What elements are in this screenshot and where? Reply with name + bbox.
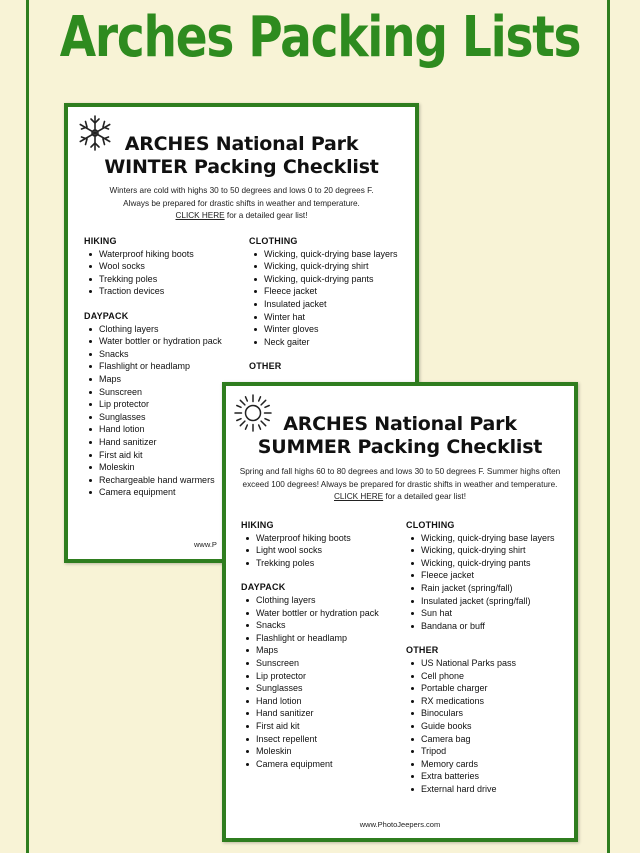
checklist-item: Hand sanitizer	[241, 707, 411, 720]
checklist-item: Wicking, quick-drying pants	[406, 557, 571, 570]
summer-card-title	[226, 413, 574, 459]
checklist-item: Neck gaiter	[249, 336, 409, 349]
summer-website: www.PhotoJeepers.com	[359, 820, 441, 829]
section-heading: DAYPACK	[241, 582, 286, 593]
summer-link-suffix: for a detailed gear list!	[383, 492, 466, 501]
checklist-item: Moleskin	[84, 461, 244, 474]
checklist-item: Extra batteries	[406, 770, 571, 783]
checklist-item: Camera bag	[406, 733, 571, 746]
checklist-item: Guide books	[406, 720, 571, 733]
checklist-item: Maps	[84, 373, 244, 386]
checklist	[84, 248, 244, 298]
checklist-item: Waterproof hiking boots	[241, 532, 411, 545]
checklist	[406, 532, 571, 633]
checklist-item: Wicking, quick-drying base layers	[406, 532, 571, 545]
checklist-item: Tripod	[406, 745, 571, 758]
section-heading: OTHER	[406, 645, 439, 656]
checklist-item: Water bottler or hydration pack	[241, 607, 411, 620]
winter-link-suffix: for a detailed gear list!	[224, 211, 308, 220]
summer-left-column	[241, 519, 411, 782]
checklist-item: Bandana or buff	[406, 620, 571, 633]
winter-intro-line1: Winters are cold with highs 30 to 50 degrees and lows 0 to 20 degrees F.	[109, 186, 374, 195]
checklist-item: Clothing layers	[84, 323, 244, 336]
checklist-item: Winter hat	[249, 311, 409, 324]
checklist-item: Snacks	[241, 619, 411, 632]
checklist-item: Trekking poles	[84, 273, 244, 286]
winter-card-title	[68, 133, 415, 179]
checklist-item: Hand lotion	[241, 695, 411, 708]
checklist-item: Fleece jacket	[406, 569, 571, 582]
checklist-item: Wicking, quick-drying shirt	[249, 260, 409, 273]
summer-right-column	[406, 519, 571, 807]
checklist-item: Rechargeable hand warmers	[84, 474, 244, 487]
checklist-item: Clothing layers	[241, 594, 411, 607]
checklist	[241, 594, 411, 770]
winter-website: www.P	[194, 540, 217, 549]
checklist-item: Winter gloves	[249, 323, 409, 336]
checklist-item: Sunglasses	[241, 682, 411, 695]
checklist	[249, 248, 409, 349]
checklist-item: Cell phone	[406, 670, 571, 683]
summer-intro	[230, 466, 570, 504]
checklist	[241, 532, 411, 570]
checklist-item: Insulated jacket	[249, 298, 409, 311]
checklist-item: Wicking, quick-drying shirt	[406, 544, 571, 557]
checklist-item: Rain jacket (spring/fall)	[406, 582, 571, 595]
checklist-item: External hard drive	[406, 783, 571, 796]
checklist-item: Maps	[241, 644, 411, 657]
checklist-item: Sunscreen	[241, 657, 411, 670]
summer-title-line2: SUMMER Packing Checklist	[257, 436, 543, 458]
checklist-item: Wicking, quick-drying base layers	[249, 248, 409, 261]
winter-gear-link[interactable]: CLICK HERE	[175, 211, 225, 220]
checklist-item: RX medications	[406, 695, 571, 708]
checklist	[84, 323, 244, 499]
winter-title-line2: WINTER Packing Checklist	[104, 156, 379, 178]
checklist-item: Flashlight or headlamp	[241, 632, 411, 645]
checklist-item: First aid kit	[84, 449, 244, 462]
checklist-item: Flashlight or headlamp	[84, 360, 244, 373]
checklist-item: Moleskin	[241, 745, 411, 758]
checklist-item: Camera equipment	[84, 486, 244, 499]
checklist-item: US National Parks pass	[406, 657, 571, 670]
winter-intro	[72, 185, 411, 223]
checklist-item: Camera equipment	[241, 758, 411, 771]
checklist-item: Trekking poles	[241, 557, 411, 570]
checklist-item: Insect repellent	[241, 733, 411, 746]
checklist-item: Fleece jacket	[249, 285, 409, 298]
checklist-item: Memory cards	[406, 758, 571, 771]
section-heading: OTHER	[249, 361, 282, 372]
summer-intro-line2: exceed 100 degrees! Always be prepared for drastic shifts in weather and temperature.	[242, 479, 558, 489]
checklist-item: Lip protector	[84, 398, 244, 411]
section-heading: CLOTHING	[249, 236, 298, 246]
checklist-item: Portable charger	[406, 682, 571, 695]
checklist-item: Snacks	[84, 348, 244, 361]
checklist-item: Sunscreen	[84, 386, 244, 399]
summer-checklist-card	[222, 382, 578, 842]
checklist-item: Insulated jacket (spring/fall)	[406, 595, 571, 608]
checklist	[406, 657, 571, 796]
winter-intro-line2: Always be prepared for drastic shifts in weather and temperature.	[123, 198, 360, 208]
winter-title-line1: ARCHES National Park	[124, 133, 359, 155]
checklist-item: Binoculars	[406, 707, 571, 720]
checklist-item: Light wool socks	[241, 544, 411, 557]
checklist-item: Wool socks	[84, 260, 244, 273]
section-heading: HIKING	[84, 236, 117, 246]
checklist-item: Hand sanitizer	[84, 436, 244, 449]
checklist-item: Water bottler or hydration pack	[84, 335, 244, 348]
checklist-item: Sunglasses	[84, 411, 244, 424]
winter-right-column	[249, 235, 409, 385]
checklist-item: First aid kit	[241, 720, 411, 733]
checklist-item: Lip protector	[241, 670, 411, 683]
winter-left-column	[84, 235, 244, 511]
summer-title-line1: ARCHES National Park	[283, 413, 517, 435]
section-heading: CLOTHING	[406, 520, 455, 530]
section-heading: HIKING	[241, 520, 274, 530]
section-heading: DAYPACK	[84, 310, 129, 321]
checklist-item: Wicking, quick-drying pants	[249, 273, 409, 286]
summer-intro-line1: Spring and fall highs 60 to 80 degrees and lows 30 to 50 degrees F. Summer highs often	[239, 467, 561, 476]
summer-gear-link[interactable]: CLICK HERE	[334, 492, 384, 501]
checklist-item: Sun hat	[406, 607, 571, 620]
checklist-item: Hand lotion	[84, 423, 244, 436]
checklist-item: Traction devices	[84, 285, 244, 298]
page-title: Arches Packing Lists	[59, 5, 581, 70]
checklist-item: Waterproof hiking boots	[84, 248, 244, 261]
